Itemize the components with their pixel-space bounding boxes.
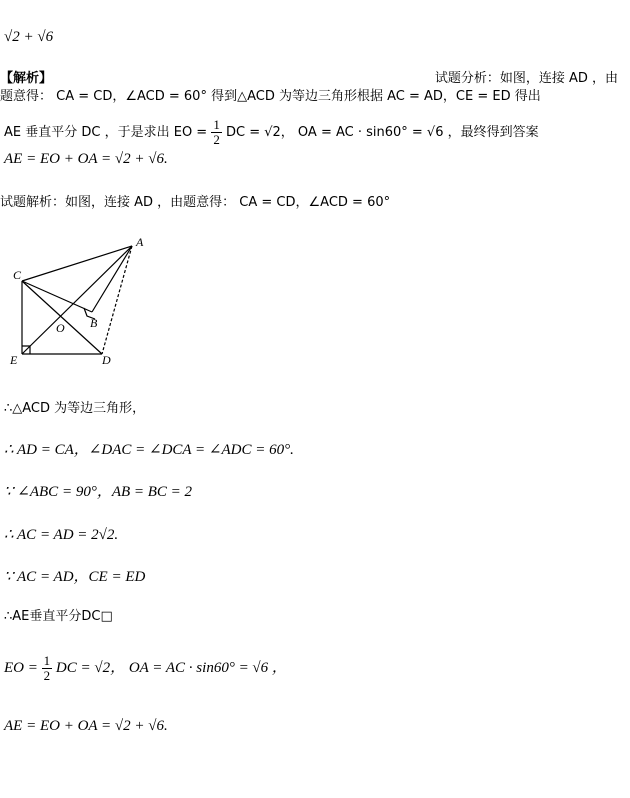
geometry-figure [4, 236, 149, 366]
step-6: ∴AE垂直平分DC□ [4, 609, 113, 624]
segment-ca [22, 246, 132, 281]
label-b: B [90, 316, 98, 330]
step-5: ∵ AC = AD，CE = ED [4, 569, 146, 585]
final-line-2: AE = EO + OA = √2 + √6. [4, 718, 168, 734]
analysis-line-3-start: AE 垂直平分 DC ，于是求出 EO = [4, 125, 208, 140]
step-2: ∴ AD = CA，∠DAC = ∠DCA = ∠ADC = 60°. [4, 442, 294, 458]
analysis-line-3-end: DC = √2， OA = AC · sin60° = √6 ，最终得到答案 [225, 125, 539, 140]
label-d: D [102, 353, 111, 366]
analysis-line-3 [4, 118, 539, 147]
label-a: A [136, 236, 144, 249]
fraction-half [211, 118, 222, 147]
segment-ad-dashed [102, 246, 132, 354]
label-o: O [56, 321, 65, 335]
step-3: ∵ ∠ABC = 90°，AB = BC = 2 [4, 484, 193, 500]
final-line-1-start: EO = [4, 659, 38, 676]
answer-line: √2 + √6 [4, 29, 54, 45]
segment-cb [22, 281, 92, 312]
fraction-half-final [42, 654, 53, 683]
analysis-intro-right: 试题分析：如图，连接 AD ，由 [434, 71, 618, 86]
step-1: ∴△ACD 为等边三角形， [4, 401, 146, 416]
label-c: C [13, 268, 22, 282]
analysis-line-4: AE = EO + OA = √2 + √6. [4, 151, 168, 167]
segment-ea [22, 246, 132, 354]
final-line-1 [4, 654, 287, 683]
fraction-numerator-final: 1 [43, 653, 51, 668]
fraction-numerator: 1 [213, 117, 220, 132]
fraction-denominator-final: 2 [43, 668, 51, 683]
step-4: ∴ AC = AD = 2√2. [4, 527, 119, 543]
analysis-header: 【解析】 [0, 71, 53, 86]
analysis-header-line [0, 70, 630, 88]
fraction-denominator: 2 [213, 132, 220, 147]
final-line-1-end: DC = √2， OA = AC · sin60° = √6 ， [55, 659, 287, 676]
solution-intro: 试题解析：如图，连接 AD ，由题意得： CA = CD，∠ACD = 60° [0, 195, 391, 210]
analysis-line-2: 题意得： CA = CD，∠ACD = 60° 得到△ACD 为等边三角形根据 AC = AD，CE = ED 得出 [0, 89, 541, 104]
label-e: E [10, 353, 18, 366]
